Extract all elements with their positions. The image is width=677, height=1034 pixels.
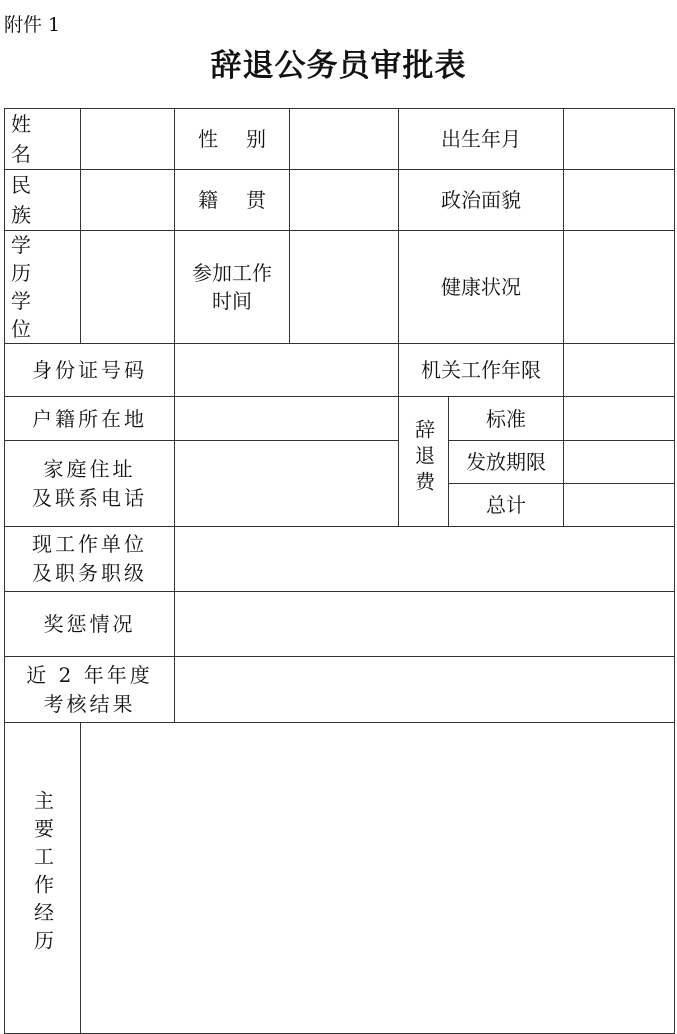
household-value[interactable] <box>175 397 399 441</box>
name-value[interactable] <box>81 109 175 170</box>
work-start-label: 参加工作 时间 <box>175 231 290 344</box>
severance-standard-value[interactable] <box>564 397 675 441</box>
annex-label: 附件 1 <box>4 14 61 36</box>
household-label: 户籍所在地 <box>5 397 175 441</box>
address-phone-value[interactable] <box>175 441 399 527</box>
service-years-value[interactable] <box>564 344 675 397</box>
severance-period-label: 发放期限 <box>449 441 564 484</box>
name-label: 姓名 <box>5 109 81 170</box>
id-number-label: 身份证号码 <box>5 344 175 397</box>
address-phone-label: 家庭住址 及联系电话 <box>5 441 175 527</box>
education-degree-value[interactable] <box>81 231 175 344</box>
service-years-label: 机关工作年限 <box>399 344 564 397</box>
work-experience-label: 主要工作经历 <box>5 723 81 1034</box>
id-number-value[interactable] <box>175 344 399 397</box>
work-start-value[interactable] <box>290 231 399 344</box>
political-status-label: 政治面貌 <box>399 170 564 231</box>
severance-total-label: 总计 <box>449 484 564 527</box>
severance-period-value[interactable] <box>564 441 675 484</box>
assessment-value[interactable] <box>175 657 675 723</box>
gender-value[interactable] <box>290 109 399 170</box>
gender-label: 性 别 <box>175 109 290 170</box>
birth-value[interactable] <box>564 109 675 170</box>
current-unit-label: 现工作单位 及职务职级 <box>5 527 175 592</box>
health-value[interactable] <box>564 231 675 344</box>
form-title: 辞退公务员审批表 <box>210 48 467 84</box>
work-experience-value[interactable] <box>81 723 675 1034</box>
political-status-value[interactable] <box>564 170 675 231</box>
health-label: 健康状况 <box>399 231 564 344</box>
assessment-label: 近 2 年年度 考核结果 <box>5 657 175 723</box>
ethnicity-value[interactable] <box>81 170 175 231</box>
severance-label: 辞退费 <box>399 397 449 527</box>
approval-form-table <box>4 108 675 1034</box>
rewards-label: 奖惩情况 <box>5 592 175 657</box>
severance-standard-label: 标准 <box>449 397 564 441</box>
native-place-value[interactable] <box>290 170 399 231</box>
ethnicity-label: 民族 <box>5 170 81 231</box>
birth-label: 出生年月 <box>399 109 564 170</box>
native-place-label: 籍 贯 <box>175 170 290 231</box>
education-degree-label: 学历 学位 <box>5 231 81 344</box>
severance-total-value[interactable] <box>564 484 675 527</box>
rewards-value[interactable] <box>175 592 675 657</box>
current-unit-value[interactable] <box>175 527 675 592</box>
